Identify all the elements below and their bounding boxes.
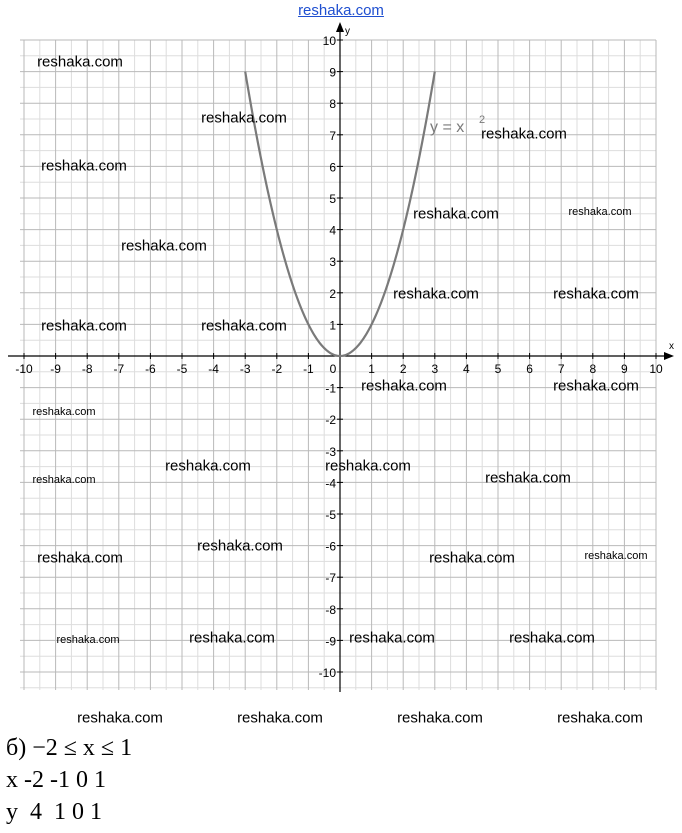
x-tick-label: 4 <box>463 362 470 376</box>
watermark: reshaka.com <box>121 237 207 255</box>
y-tick-label: 5 <box>329 192 336 206</box>
x-tick-label: 6 <box>526 362 533 376</box>
x-tick-label: -8 <box>81 362 93 376</box>
y-tick-label: -9 <box>325 634 336 649</box>
x-tick-label: -9 <box>50 362 61 376</box>
y-tick-label: -7 <box>325 571 336 586</box>
site-link[interactable]: reshaka.com <box>298 2 384 19</box>
x-tick-label: 5 <box>494 362 502 376</box>
watermark: reshaka.com <box>165 457 251 475</box>
watermark: reshaka.com <box>201 109 287 127</box>
watermark: reshaka.com <box>397 709 483 727</box>
y-tick-label: 3 <box>329 255 336 270</box>
y-tick-label: -6 <box>325 539 336 554</box>
watermark: reshaka.com <box>41 317 127 335</box>
y-tick-label: 6 <box>329 160 336 175</box>
chart-area <box>0 20 682 700</box>
watermark: reshaka.com <box>553 377 639 395</box>
watermark: reshaka.com <box>56 634 120 646</box>
y-tick-label: -10 <box>318 666 336 680</box>
x-tick-label: -7 <box>113 362 125 376</box>
y-tick-label: -2 <box>325 413 336 428</box>
watermark: reshaka.com <box>189 629 275 647</box>
y-tick-label: 1 <box>329 318 336 333</box>
series-label <box>430 114 485 136</box>
watermark: reshaka.com <box>325 457 411 475</box>
watermark: reshaka.com <box>77 709 163 727</box>
y-tick-label: -1 <box>325 381 336 396</box>
watermark: reshaka.com <box>197 537 283 555</box>
x-axis-arrow <box>664 352 674 360</box>
x-tick-label: -3 <box>239 362 251 376</box>
y-tick-label: -3 <box>325 444 336 459</box>
y-tick-label: -8 <box>325 602 336 617</box>
y-tick-label: 2 <box>329 286 336 301</box>
watermark: reshaka.com <box>485 469 571 487</box>
y-tick-label: 8 <box>329 97 336 112</box>
solution-x-row: x -2 -1 0 1 <box>6 767 106 793</box>
watermark: reshaka.com <box>41 157 127 175</box>
watermark: reshaka.com <box>413 205 499 223</box>
y-tick-label: 10 <box>322 34 336 48</box>
x-tick-label: 1 <box>368 362 375 376</box>
watermark: reshaka.com <box>37 549 123 567</box>
x-axis-label: x <box>669 341 674 352</box>
x-tick-label: -5 <box>176 362 188 376</box>
watermark: reshaka.com <box>32 474 96 486</box>
y-tick-label: -5 <box>325 508 336 522</box>
x-tick-label: 10 <box>649 362 663 376</box>
watermark: reshaka.com <box>584 550 648 562</box>
x-tick-label: -2 <box>271 362 283 376</box>
watermark: reshaka.com <box>481 125 567 143</box>
watermark: reshaka.com <box>32 406 96 418</box>
x-tick-label: -1 <box>303 362 314 376</box>
x-tick-label: -4 <box>208 362 219 376</box>
watermark: reshaka.com <box>237 709 323 727</box>
watermark: reshaka.com <box>568 206 632 218</box>
series-name-label: y = x <box>430 119 465 136</box>
watermark: reshaka.com <box>393 285 479 303</box>
solution-y-row: y 4 1 0 1 <box>6 799 102 825</box>
y-tick-label: 4 <box>329 223 336 238</box>
series-name-exponent: 2 <box>479 114 486 126</box>
solution-range: б) −2 ≤ x ≤ 1 <box>6 735 133 761</box>
watermark: reshaka.com <box>557 709 643 727</box>
x-tick-label: 7 <box>557 362 565 376</box>
y-tick-label: -4 <box>325 476 336 491</box>
x-tick-label: -10 <box>15 362 33 376</box>
x-tick-label: 2 <box>399 362 407 376</box>
x-tick-label: -6 <box>145 362 156 376</box>
x-tick-label: 3 <box>431 362 439 376</box>
y-axis-arrow <box>336 22 344 32</box>
watermark: reshaka.com <box>361 377 447 395</box>
watermark: reshaka.com <box>349 629 435 647</box>
watermark: reshaka.com <box>429 549 515 567</box>
x-tick-label: 9 <box>621 362 628 376</box>
watermark: reshaka.com <box>553 285 639 303</box>
y-tick-label: 7 <box>329 128 336 143</box>
y-tick-label: 9 <box>329 65 336 80</box>
watermark: reshaka.com <box>201 317 287 335</box>
y-axis-label: y <box>345 26 350 37</box>
watermark: reshaka.com <box>509 629 595 647</box>
x-tick-label: 0 <box>329 362 337 376</box>
x-tick-label: 8 <box>589 362 597 376</box>
watermark: reshaka.com <box>37 53 123 71</box>
